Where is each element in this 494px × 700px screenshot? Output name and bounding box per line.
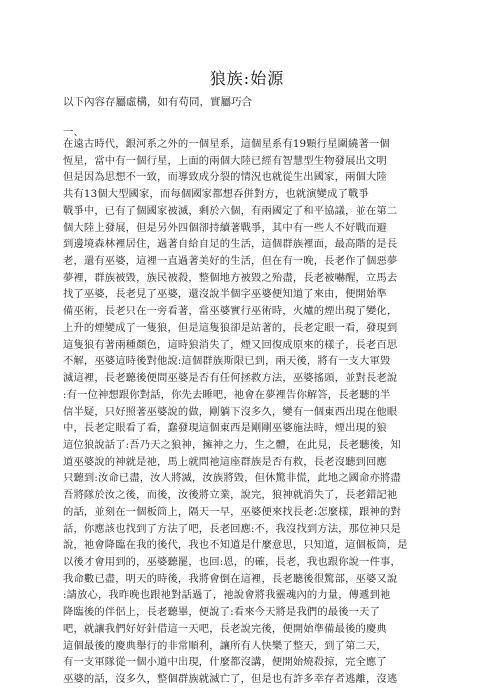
paragraph-line: 吧，就讓我們好好針借這一天吧，長老說完後，便開始準備最後的慶典 [63,622,387,635]
paragraph-line: 共有13個大型國家，而每個國家都想吞併對方，也就演變成了戰爭 [63,188,369,201]
paragraph-line: 道巫婆說的神就是祂，馬上就問祂這座群族是否有救，長老沒聽到回應 [63,455,387,468]
paragraph-line: 這個最後的慶典舉行的非常順利，讓所有人快樂了整天，到了第二天， [63,639,387,652]
paragraph-line: 吾將隊於汝之後，而後，汝後將立業，說完，狼神就消失了，長老錯記祂 [63,489,398,502]
paragraph-line: 在遠古時代，銀河系之外的一個星系，這個星系有19顆行星圍繞著一個 [63,138,390,150]
paragraph-line: :有一位神想跟你對話，你先去睡吧，祂會在夢裡告你解答，長老聽的半 [63,388,391,401]
paragraph-line: 我命數已盡，明天的時後，我將會倒在這裡，長老聽後很驚部，巫婆又說 [63,572,398,585]
paragraph-line: 個大陸上發展，但是另外四個卻持續著戰爭，其中有一些人不好戰而避 [63,221,387,234]
paragraph-line: 說，祂會降臨在我的後代，我也不知道是什麼意思，只知道，這個板筒，是 [63,539,408,552]
paragraph-line: 巫婆的話，沒多久，整個群族就滅亡了，但是也有許多幸存者逃離，沒逃 [63,673,398,685]
paragraph-line: 有一支軍隊從一個小道中出現，什麼都沒講，便開始燒殺掠，完全應了 [63,656,387,669]
paragraph-line: 只聽到:汝命已盡，汝人將滅，汝族將毀，但休驚非慌，此地之國命亦將盡 [63,472,401,485]
paragraph-line: 到邊境森林裡居住，過著自給自足的生活，這個群族裡面，最高階的是長 [63,238,398,251]
paragraph-line: 備巫術，長老只在一旁看著，當巫婆實行巫術時，火爐的煙出現了變化， [63,305,398,318]
document-title: 狼族:始源 [209,69,285,88]
paragraph-line: 老，還有巫婆，這裡一直過著美好的生活，但在有一晚，長老作了個惡夢 [63,255,398,268]
paragraph-line: :請放心，我昨晚也跟祂對話過了，祂說會將我靈魂內的力量，傳遞到祂 [63,589,391,602]
paragraph-line: 恆星，當中有一個行星，上面的兩個大陸已經有智慧型生物發展出文明 [63,154,387,167]
paragraph-line: 但是因為思想不一致，而導致成分裂的情況也就從生出國家，兩個大陸 [63,171,387,184]
paragraph-line: 降臨後的伴侶上，長老聽畢，便說了:看來今天將是我們的最後一天了 [63,606,381,619]
paragraph-line: 中，長老定眼看了看，蠢發現這個東西是剛剛巫婆施法時，煙出現的狼 [63,422,387,435]
paragraph-line: 找了巫婆，長老見了巫婆，還沒說半個字巫婆便知道了來由，便開始準 [63,288,387,301]
paragraph-line: 滅這裡，長老聽後便問巫婆是否有任何拯救方法，巫婆搖頭，並對長老說 [63,372,398,385]
paragraph-line: 這位狼說話了:吾乃天之狼神，擁神之力，生之體，在此見，長老聽後，知 [63,438,401,451]
paragraph-line: 的話，並刻在一個板筒上，隔天一早，巫婆便來找長老:怎麼樣，跟神的對 [63,505,401,518]
paragraph-line: 夢裡，群族被毀，族民被殺，整個地方被毀之殆盡，長老被嚇醒，立馬去 [63,271,398,284]
paragraph-line: 以後才會用到的，巫婆聽罷，也回:恩，的確，長老，我也跟你說一件事， [63,555,401,568]
section-number: 一、 [63,126,84,138]
paragraph-line: 不解，巫婆這時後對他說:這個群族斯限已到，兩天後，將有一支大軍毀 [63,355,391,368]
paragraph-line: 信半疑，只好照著巫婆說的做，剛躺下沒多久，變有一個東西出現在他眼 [63,405,398,418]
paragraph-line: 上升的煙變成了一隻狼，但是這隻狼卻是站著的，長老定眼一看，發現到 [63,321,398,334]
disclaimer-text: 以下內容存屬虛構，如有苟同，實屬巧合 [63,96,252,108]
paragraph-line: 這隻狼有著兩種顏色，這時狼消失了，煙又回復成原來的樣子，長老百思 [63,338,398,351]
story-body [63,136,443,688]
paragraph-line: 話，你應該也找到了方法了吧，長老回應:不，我沒找到方法，那位神只是 [63,522,401,535]
paragraph-line: 戰爭中，已有了個國家被滅，剩於六個，有兩國定了和平協議，並在第二 [63,204,398,217]
